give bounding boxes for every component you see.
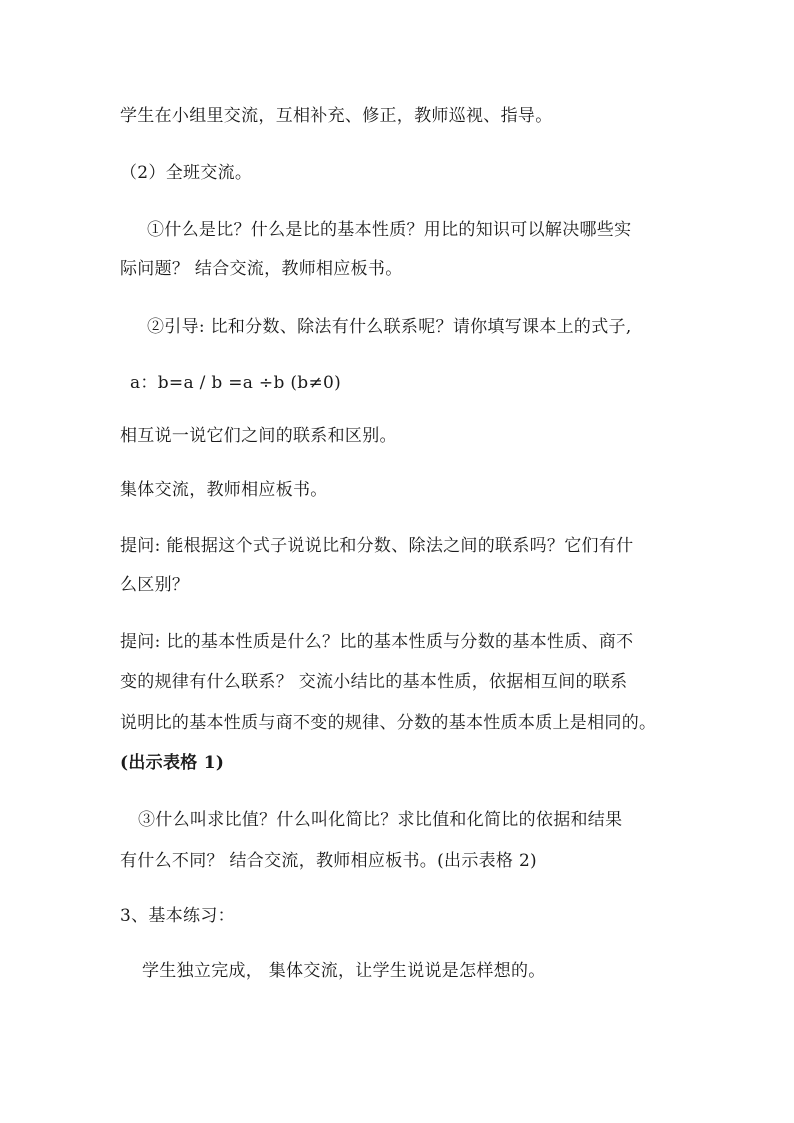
formula-line: a：b=a / b =a ÷b (b≠0)	[130, 373, 342, 393]
question-prompt-1-line-1: 提问: 能根据这个式子说说比和分数、除法之间的联系吗？它们有什	[120, 536, 634, 556]
question-1-line-2: 际问题？ 结合交流，教师相应板书。	[120, 259, 403, 279]
heading-class-exchange: （2）全班交流。	[120, 163, 253, 183]
discuss-line: 相互说一说它们之间的联系和区别。	[120, 426, 397, 446]
paragraph-group-exchange: 学生在小组里交流，互相补充、修正，教师巡视、指导。	[120, 106, 553, 126]
section-basic-practice: 3、基本练习：	[120, 906, 235, 926]
guide-line: ②引导: 比和分数、除法有什么联系呢？请你填写课本上的式子,	[147, 317, 632, 337]
collective-exchange-line: 集体交流，教师相应板书。	[120, 480, 328, 500]
question-1-line-1: ①什么是比？什么是比的基本性质？用比的知识可以解决哪些实	[147, 220, 632, 240]
question-3-line-1: ③什么叫求比值？什么叫化简比？求比值和化简比的依据和结果	[138, 810, 623, 830]
question-prompt-2-line-3: 说明比的基本性质与商不变的规律、分数的基本性质本质上是相同的。	[120, 713, 657, 733]
practice-line: 学生独立完成， 集体交流，让学生说说是怎样想的。	[142, 961, 546, 981]
question-3-line-2: 有什么不同？ 结合交流，教师相应板书。(出示表格 2)	[120, 851, 537, 871]
show-table-1: (出示表格 1)	[120, 753, 225, 773]
question-prompt-2-line-2: 变的规律有什么联系？ 交流小结比的基本性质，依据相互间的联系	[120, 672, 628, 692]
question-prompt-1-line-2: 么区别？	[120, 575, 190, 595]
question-prompt-2-line-1: 提问: 比的基本性质是什么？比的基本性质与分数的基本性质、商不	[120, 632, 634, 652]
